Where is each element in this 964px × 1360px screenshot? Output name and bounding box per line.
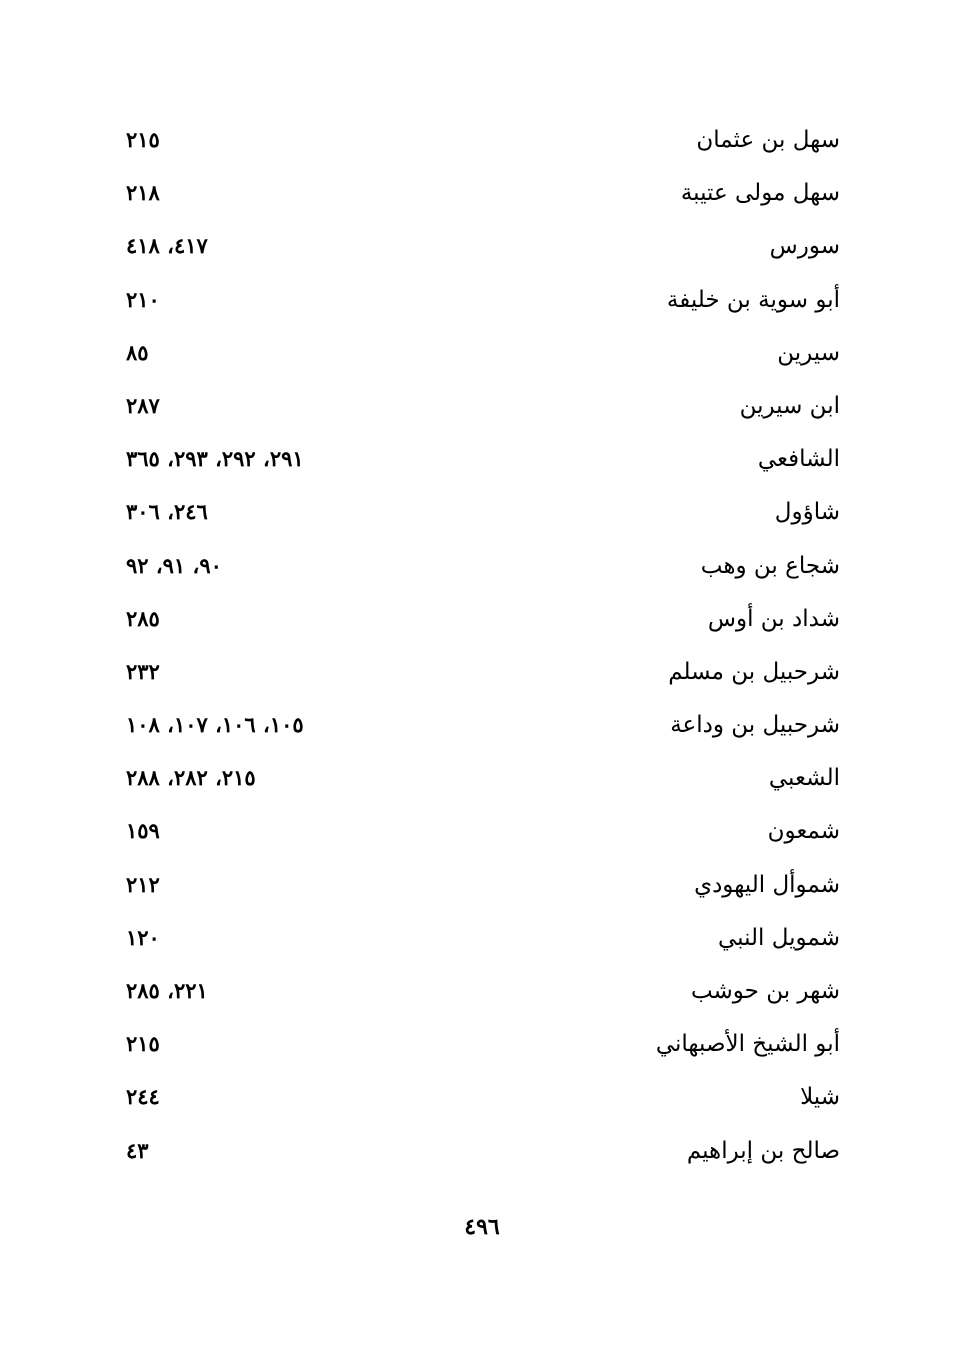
entry-pages: ١٥٩ — [126, 818, 160, 844]
entry-pages: ٤١٧، ٤١٨ — [126, 233, 208, 259]
entry-name: سهل مولى عتيبة — [680, 180, 840, 207]
index-entry — [120, 860, 840, 913]
entry-pages: ٢٨٧ — [126, 392, 160, 418]
entry-name: شموأل اليهودي — [694, 871, 840, 898]
index-entry — [120, 328, 840, 381]
entry-pages: ٢٤٤ — [126, 1084, 160, 1110]
entry-pages: ١٠٥، ١٠٦، ١٠٧، ١٠٨ — [126, 712, 304, 738]
entry-pages: ١٢٠ — [126, 924, 160, 950]
entry-pages: ٢١٨ — [126, 180, 160, 206]
entry-pages: ٢٢١، ٢٨٥ — [126, 978, 208, 1003]
index-entry — [120, 594, 840, 647]
index-entry — [120, 1019, 840, 1072]
entry-name: سهل بن عثمان — [696, 127, 840, 153]
index-entry — [120, 966, 840, 1019]
entry-name: شيلا — [800, 1084, 840, 1111]
index-list — [120, 115, 840, 1179]
entry-pages: ٤٣ — [126, 1137, 149, 1163]
index-entry — [120, 434, 840, 487]
entry-pages: ٢٩١، ٢٩٢، ٢٩٣، ٣٦٥ — [126, 446, 304, 472]
entry-pages: ٢٤٦، ٣٠٦ — [126, 499, 208, 525]
entry-name: أبو سوية بن خليفة — [666, 286, 840, 313]
index-entry — [120, 1072, 840, 1125]
entry-name: شداد بن أوس — [707, 605, 840, 632]
entry-name: سورس — [769, 233, 840, 260]
index-entry — [120, 700, 840, 753]
entry-pages: ٢١٥ — [126, 1031, 160, 1057]
entry-name: ابن سيرين — [739, 392, 840, 419]
entry-name: شهر بن حوشب — [690, 978, 840, 1004]
entry-name: شرحبيل بن مسلم — [668, 658, 840, 685]
entry-name: الشافعي — [757, 446, 840, 473]
index-entry — [120, 1126, 840, 1179]
entry-pages: ٨٥ — [126, 339, 149, 365]
entry-name: شرحبيل بن وداعة — [670, 712, 840, 739]
entry-pages: ٢٨٥ — [126, 605, 160, 631]
entry-pages: ٢١٥، ٢٨٢، ٢٨٨ — [126, 765, 256, 791]
entry-name: صالح بن إبراهيم — [686, 1137, 840, 1164]
entry-pages: ٢١٥ — [126, 127, 160, 152]
entry-name: شمويل النبي — [717, 924, 840, 951]
index-entry — [120, 541, 840, 594]
index-entry — [120, 487, 840, 540]
index-entry — [120, 806, 840, 859]
entry-pages: ٢٣٢ — [126, 658, 160, 684]
entry-name: شمعون — [767, 818, 840, 845]
entry-name: شاؤول — [774, 499, 840, 526]
index-entry — [120, 221, 840, 274]
entry-pages: ٢١٠ — [126, 286, 160, 312]
entry-pages: ٩٠، ٩١، ٩٢ — [126, 552, 222, 578]
index-entry — [120, 753, 840, 806]
index-entry — [120, 115, 840, 168]
index-entry — [120, 275, 840, 328]
index-entry — [120, 168, 840, 221]
index-entry — [120, 647, 840, 700]
index-entry — [120, 913, 840, 966]
entry-name: الشعبي — [768, 765, 840, 792]
entry-name: سيرين — [777, 339, 840, 366]
entry-name: أبو الشيخ الأصبهاني — [655, 1031, 840, 1058]
entry-name: شجاع بن وهب — [700, 552, 840, 579]
entry-pages: ٢١٢ — [126, 871, 160, 897]
page-number: ٤٩٦ — [464, 1214, 500, 1240]
index-entry — [120, 381, 840, 434]
